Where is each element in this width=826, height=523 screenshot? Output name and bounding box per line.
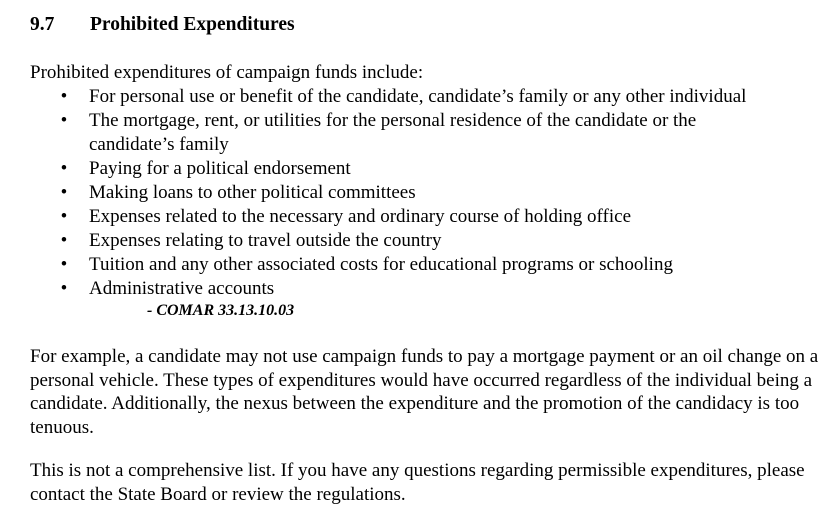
list-item (0, 85, 769, 109)
prohibited-expenditures-list (0, 85, 826, 301)
list-item-text: The mortgage, rent, or utilities for the personal residence of the candidate or the candidate’s family (89, 110, 697, 155)
bullet-icon: • (60, 254, 68, 275)
intro-text: Prohibited expenditures of campaign funds include: (30, 62, 424, 83)
bullet-icon: • (60, 278, 68, 299)
disclaimer-paragraph: This is not a comprehensive list. If you have any questions regarding permissible expenditures, please contact the State Board or review the regulations. (30, 460, 805, 505)
list-item-text: Expenses related to the necessary and ordinary course of holding office (89, 206, 632, 227)
section-title: Prohibited Expenditures (90, 14, 295, 35)
list-item (0, 109, 769, 157)
example-paragraph: For example, a candidate may not use campaign funds to pay a mortgage payment or an oil change on a personal vehicle. These types of expenditures would have occurred regardless of the individual being a candidate. Additionally, the nexus between the expenditure and the promotion of the candidacy is too tenuous. (30, 346, 819, 438)
bullet-icon: • (60, 230, 68, 251)
list-item-text: Administrative accounts (89, 278, 275, 299)
list-item (0, 181, 769, 205)
list-item-text: For personal use or benefit of the candidate, candidate’s family or any other individual (89, 86, 747, 107)
list-item-text: Expenses relating to travel outside the country (89, 230, 442, 251)
section-number: 9.7 (30, 14, 55, 35)
list-item (0, 253, 769, 277)
list-item-text: Making loans to other political committees (89, 182, 416, 203)
bullet-icon: • (60, 86, 68, 107)
list-item (0, 205, 769, 229)
list-item-text: Tuition and any other associated costs for educational programs or schooling (89, 254, 673, 275)
bullet-icon: • (60, 206, 68, 227)
list-item-text: Paying for a political endorsement (89, 158, 351, 179)
list-item (0, 229, 769, 253)
bullet-icon: • (60, 110, 68, 131)
section-heading (30, 13, 295, 37)
bullet-icon: • (60, 182, 68, 203)
list-item (0, 157, 769, 181)
regulation-citation: - COMAR 33.13.10.03 (147, 302, 295, 319)
list-item (0, 277, 769, 301)
bullet-icon: • (60, 158, 68, 179)
